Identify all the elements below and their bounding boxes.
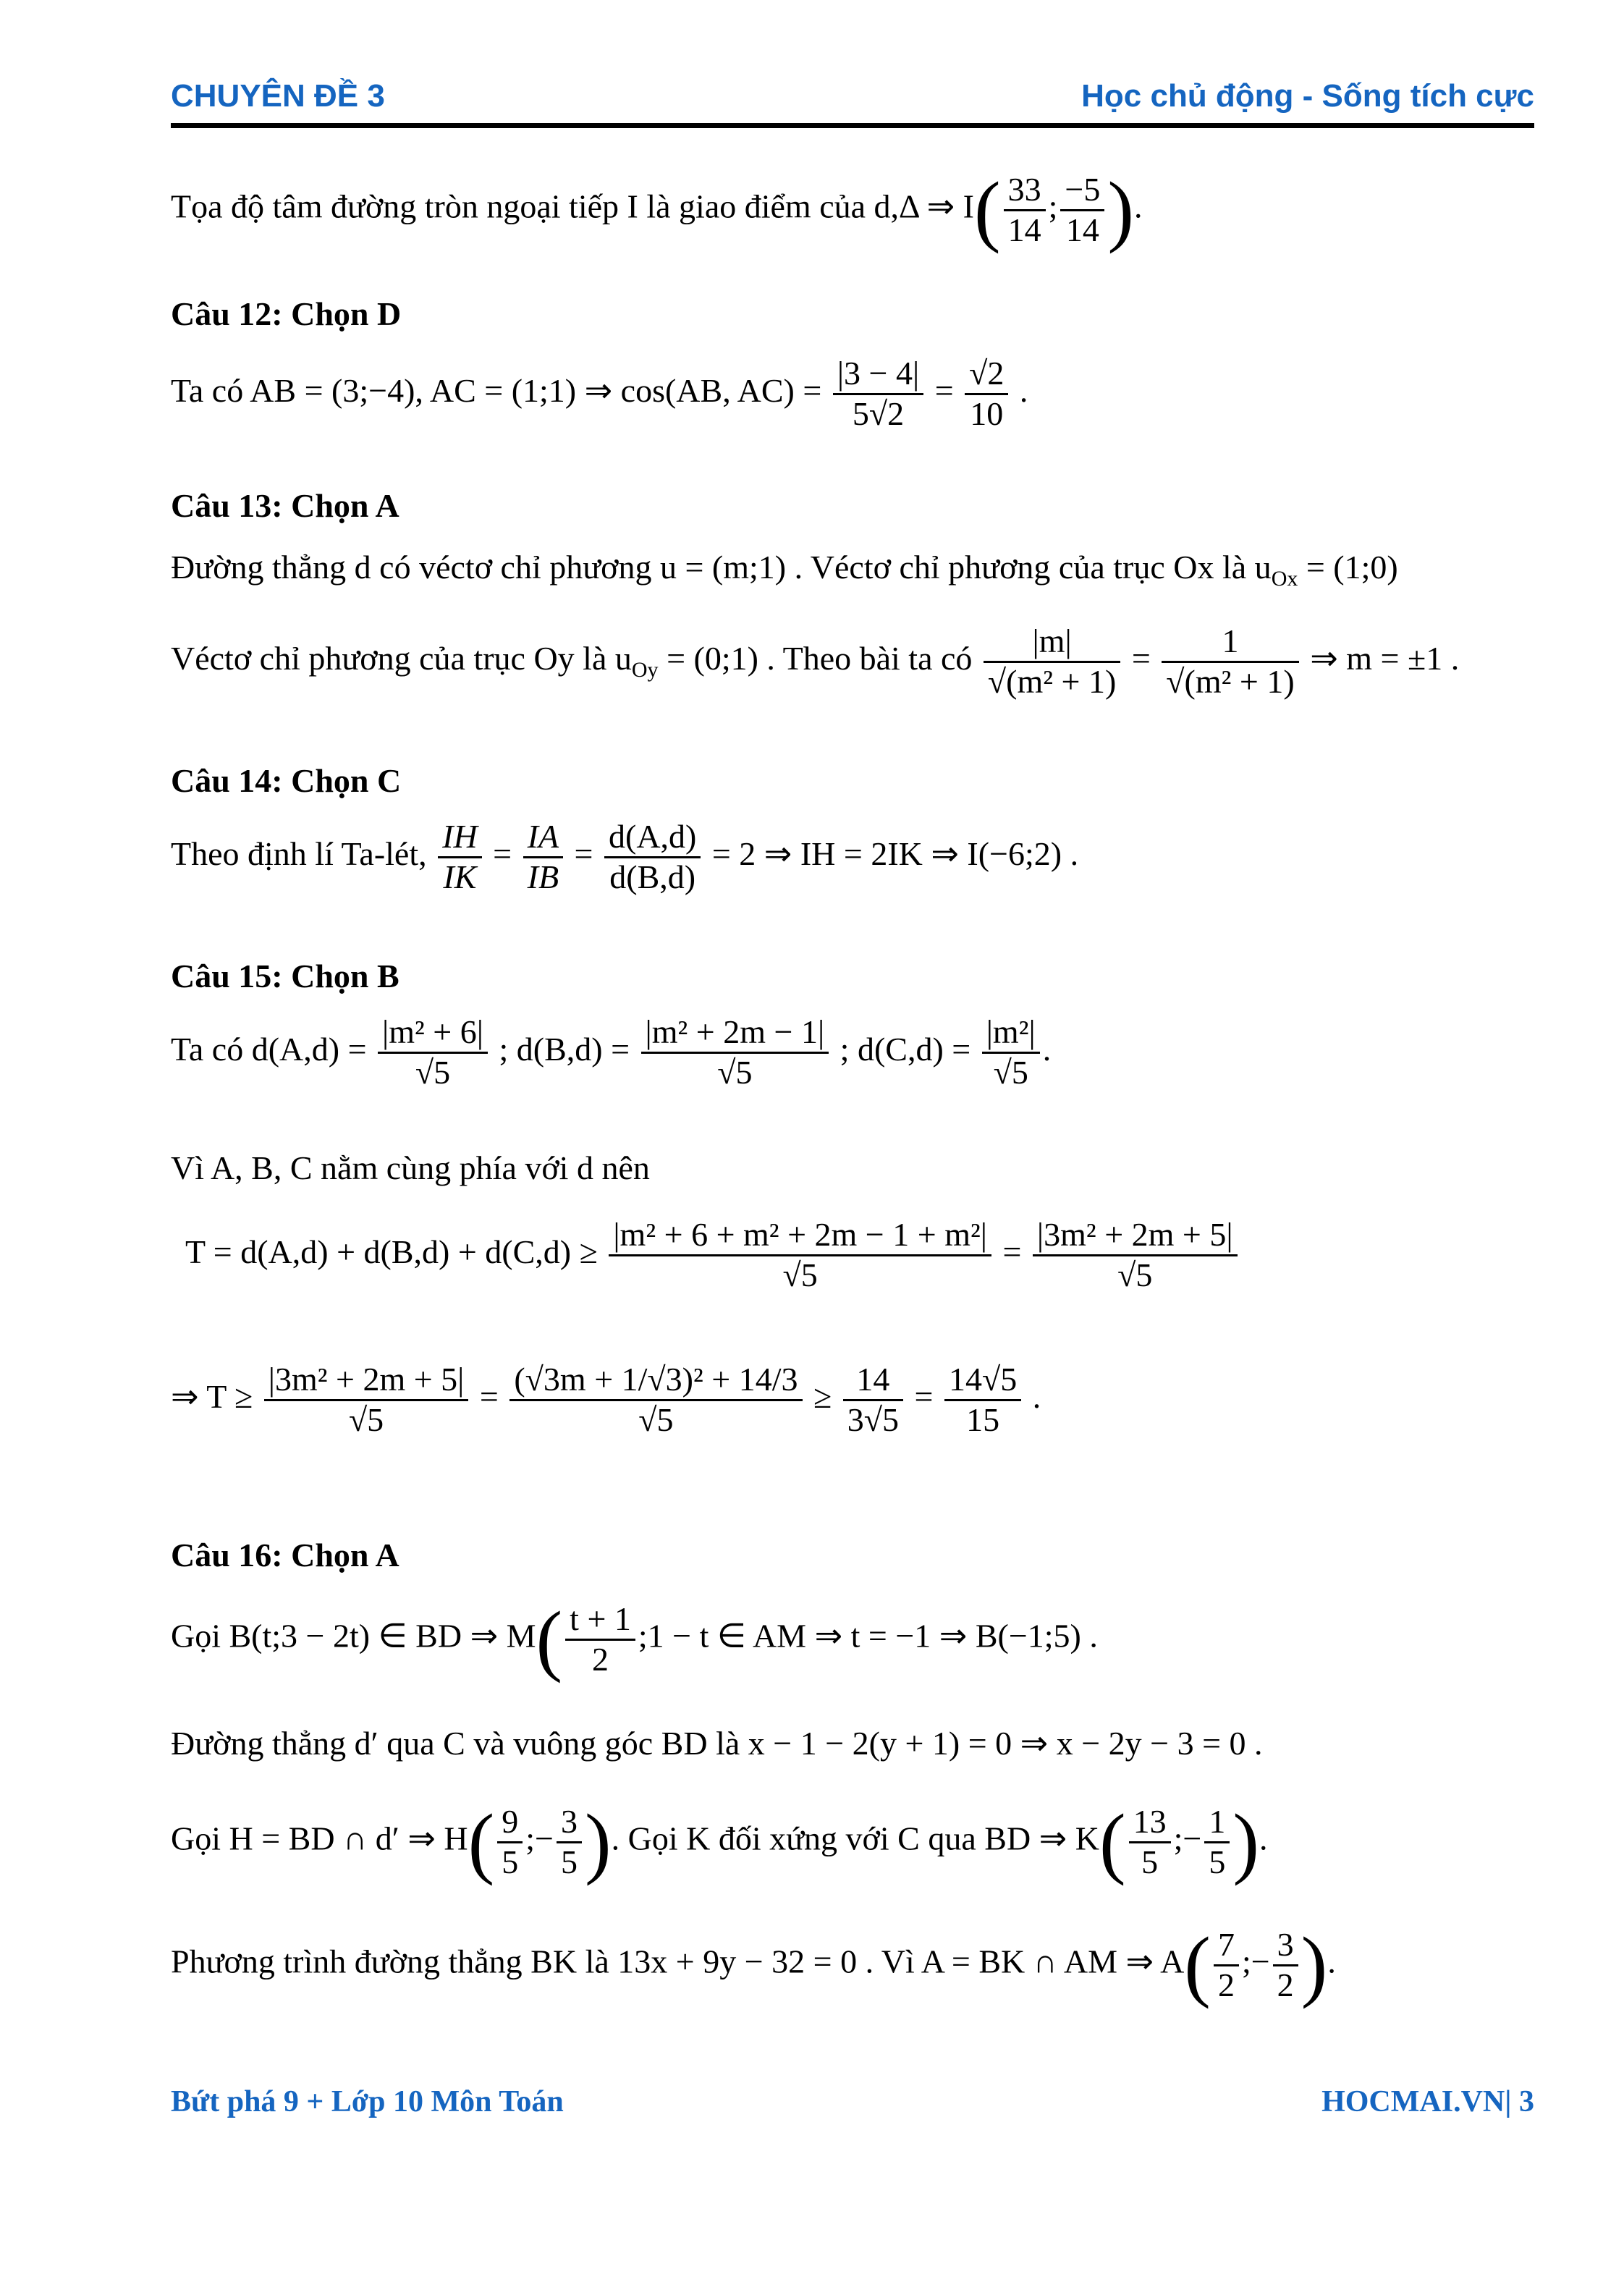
solution-line: Gọi H = BD ∩ d′ ⇒ H( $\frac{9}{5}$ ;− $\frac{3}{5}$ ). Gọi K đối xứng với C qua BD ⇒ K( $\frac{13}{5}$ ;− $\frac{1}{5}$ ).: [171, 1798, 1268, 1886]
footer-course: Bứt phá 9 + Lớp 10 Môn Toán: [171, 2085, 564, 2118]
solution-line: Vì A, B, C nằm cùng phía với d nên: [171, 1149, 650, 1186]
question-heading: Câu 12: Chọn D: [171, 295, 402, 332]
solution-line: ⇒ T ≥ $\frac{\text{|3m² + 2m + 5|}}{√5}$ = $\frac{\text{(√3m + 1/√3)² + 14/3}}{√5}$ ≥ $\frac{14}{3√5}$ = $\frac{14√5}{15}$ .: [171, 1361, 1041, 1438]
solution-line: Theo định lí Ta-lét, $\frac{IH}{IK}$ = $\frac{IA}{IB}$ = $\frac{d(A,d)}{d(B,d)}$ = 2 ⇒ IH = 2IK ⇒ I(−6;2) .: [171, 818, 1079, 895]
solution-line: Ta có AB = (3;−4), AC = (1;1) ⇒ cos(AB, AC) = $\frac{|3 - 4|}{5√2}$ = $\frac{√2}{10}$ .: [171, 355, 1028, 432]
question-heading: Câu 16: Chọn A: [171, 1537, 399, 1573]
solution-line: Ta có d(A,d) = $\frac{\text{|m² + 6|}}{√5}$ ; d(B,d) = $\frac{\text{|m² + 2m − 1|}}{√5}$ ; d(C,d) = $\frac{\text{|m²|}}{√5}$ .: [171, 1013, 1052, 1091]
chapter-title: CHUYÊN ĐỀ 3: [171, 78, 385, 114]
slogan: Học chủ động - Sống tích cực: [1081, 78, 1534, 114]
solution-line: Gọi B(t;3 − 2t) ∈ BD ⇒ M( $\frac{t + 1}{2}$ ;1 − t ∈ AM ⇒ t = −1 ⇒ B(−1;5) .: [171, 1595, 1098, 1683]
solution-line: T = d(A,d) + d(B,d) + d(C,d) ≥ $\frac{\text{|m² + 6 + m² + 2m − 1 + m²|}}{√5}$ = $\frac{\text{|3m² + 2m + 5|}}{√5}$: [185, 1216, 1240, 1295]
question-heading: Câu 14: Chọn C: [171, 762, 402, 799]
solution-line: Phương trình đường thẳng BK là 13x + 9y − 32 = 0 . Vì A = BK ∩ AM ⇒ A( $\frac{7}{2}$ ;− $\frac{3}{2}$ ).: [171, 1921, 1336, 2009]
solution-line: Tọa độ tâm đường tròn ngoại tiếp I là giao điểm của d,Δ ⇒ I( $\frac{33}{14}$ ; $\frac{-5}{14}$ ).: [171, 166, 1143, 254]
solution-line: Đường thẳng d′ qua C và vuông góc BD là x − 1 − 2(y + 1) = 0 ⇒ x − 2y − 3 = 0 .: [171, 1725, 1263, 1762]
footer-page: HOCMAI.VN| 3: [1321, 2085, 1534, 2118]
page-header: [171, 72, 1534, 128]
question-heading: Câu 15: Chọn B: [171, 958, 399, 994]
question-heading: Câu 13: Chọn A: [171, 487, 399, 524]
solution-line: Đường thẳng d có véctơ chỉ phương u = (m;1) . Véctơ chỉ phương của trục Ox là $u_{Ox}$ = (1;0): [171, 549, 1398, 591]
solution-line: Véctơ chỉ phương của trục Oy là $u_{Oy}$ = (0;1) . Theo bài ta có $\frac{|m|}{\text{√(m² + 1)}}$ = $\frac{1}{\text{√(m² + 1)}}$ ⇒ m = ±1 .: [171, 622, 1460, 700]
